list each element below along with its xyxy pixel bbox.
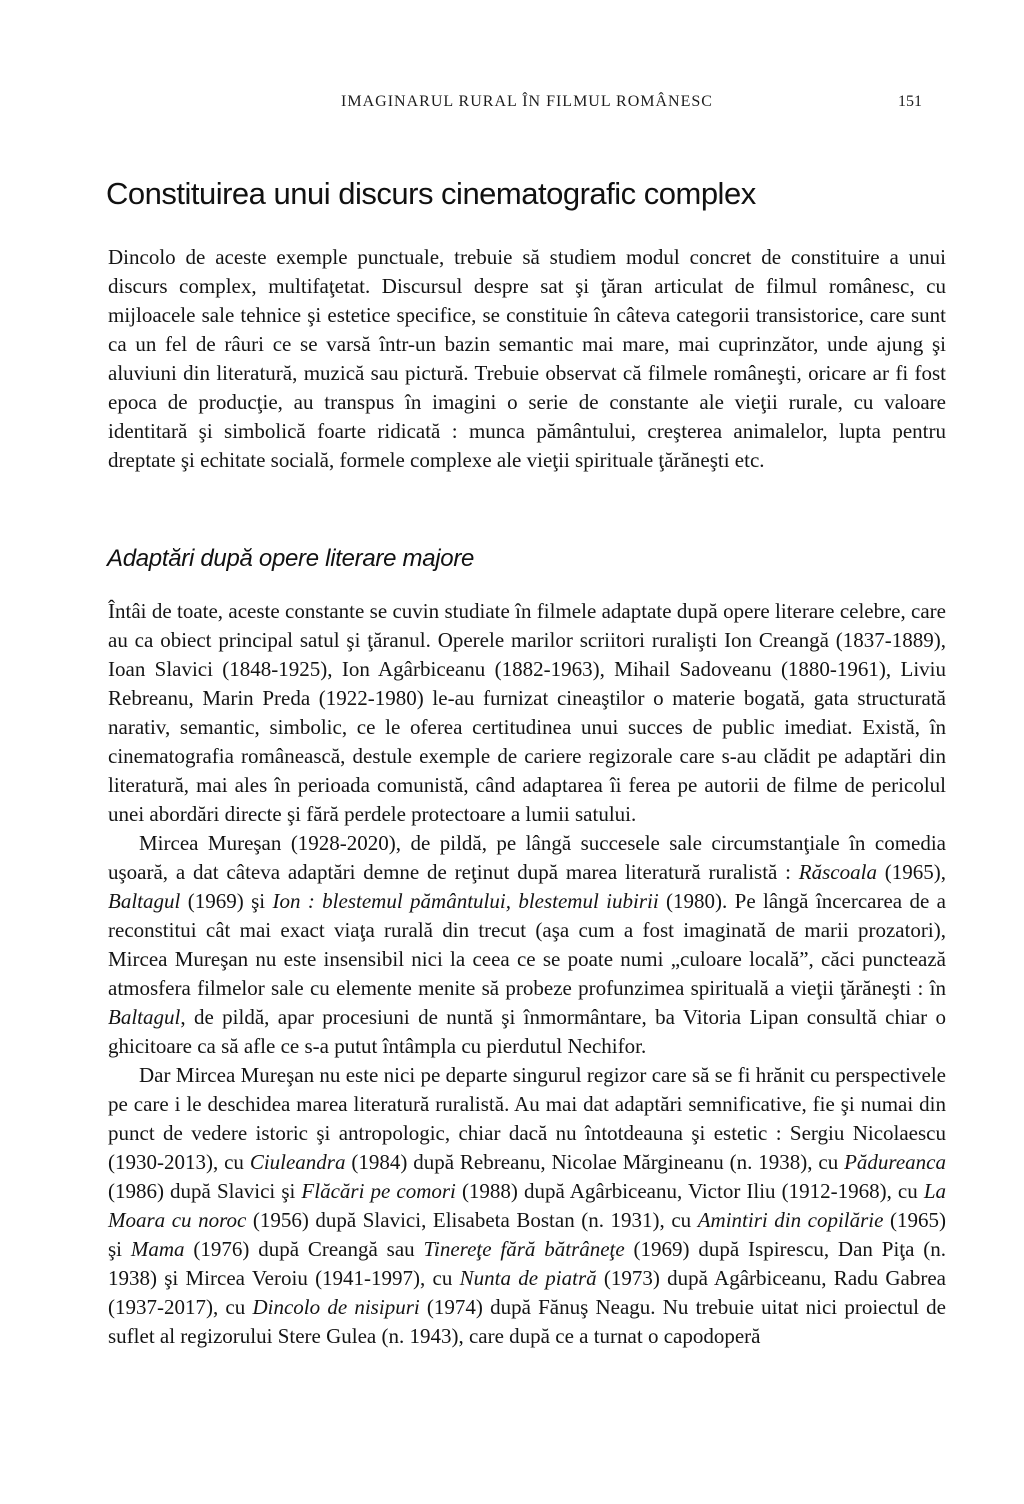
film-title-italic: Amintiri din copilărie [697, 1208, 884, 1232]
film-title-italic: La Moara cu noroc [108, 1179, 947, 1232]
body-text-block [108, 597, 946, 1351]
film-title-italic: Baltagul [108, 1005, 181, 1029]
film-title-italic: Tinereţe fără bătrâneţe [423, 1237, 625, 1261]
text-run: (1980). Pe lângă încercarea de a reconstitui cât mai exact viaţa rurală din trecut (aşa cum a fost imaginată de marii prozatori), Mircea Mureşan nu este insensibil nici la ceea ce se poate numi „culoare locală”, căci punctează atmosfera filmelor sale cu elemente menite să probeze profunzimea spirituală a vieţii ţărăneşti : în [108, 889, 946, 1000]
film-title-italic: Ciuleandra [249, 1150, 346, 1174]
text-run: (1974) după Fănuş Neagu. Nu trebuie uitat nici proiectul de suflet al regizorului Stere Gulea (n. 1943), care după ce a turnat o capodoperă [108, 1295, 947, 1348]
paragraph [108, 243, 946, 475]
film-title-italic: Răscoala [798, 860, 877, 884]
text-run: (1976) după Creangă sau [184, 1237, 424, 1261]
film-title-italic: Flăcări pe comori [301, 1179, 456, 1203]
page-number: 151 [898, 93, 922, 110]
text-run: (1969) şi [180, 889, 273, 913]
text-run: (1988) după Agârbiceanu, Victor Iliu (1912-1968), cu [455, 1179, 924, 1203]
film-title-italic: Dincolo de nisipuri [252, 1295, 420, 1319]
text-run: Întâi de toate, aceste constante se cuvin studiate în filmele adaptate după opere literare celebre, care au ca obiect principal satul şi ţăranul. Operele marilor scriitori ruralişti Ion Creangă (1837-1889), Ioan Slavici (1848-1925), Ion Agârbiceanu (1882-1963), Mihail Sadoveanu (1880-1961), Liviu Rebreanu, Marin Preda (1922-1980) le-au furnizat cineaştilor o materie bogată, gata structurată narativ, semantic, simbolic, ce le oferea certitudinea unui succes de public imediat. Există, în cinematografia românească, destule exemple de cariere regizorale care s-au clădit pe adaptări din literatură, mai ales în perioada comunistă, când adaptarea îi ferea pe autorii de filme de pericolul unei abordări directe şi fără perdele protectoare a lumii satului. [108, 599, 946, 826]
running-title: IMAGINARUL RURAL ÎN FILMUL ROMÂNESC [341, 93, 713, 110]
text-run: (1965) şi [108, 1208, 946, 1261]
subsection-title: Adaptări după opere literare majore [107, 545, 475, 572]
text-run: (1984) după Rebreanu, Nicolae Mărgineanu (n. 1938), cu [345, 1150, 845, 1174]
film-title-italic: Nunta de piatră [459, 1266, 597, 1290]
page-header [108, 94, 946, 110]
film-title-italic: Baltagul [108, 889, 181, 913]
text-run: (1973) după Agârbiceanu, Radu Gabrea (1937-2017), cu [108, 1266, 947, 1319]
text-run: (1956) după Slavici, Elisabeta Bostan (n. 1931), cu [246, 1208, 698, 1232]
film-title-italic: Pădureanca [844, 1150, 946, 1174]
text-run: Dar Mircea Mureşan nu este nici pe departe singurul regizor care să se fi hrănit cu perspectivele pe care i le deschidea marea literatură ruralistă. Au mai dat adaptări semnificative, fie şi numai din punct de vedere istoric şi antropologic, chiar dacă nu întotdeauna şi estetic : Sergiu Nicolaescu (1930-2013), cu [108, 1063, 946, 1174]
paragraph [108, 1061, 946, 1351]
paragraph [108, 829, 946, 1061]
text-run: (1965), [876, 860, 946, 884]
text-run: Mircea Mureşan (1928-2020), de pildă, pe lângă succesele sale circumstanţiale în comedia uşoară, a dat câteva adaptări demne de reţinut după marea literatură ruralistă : [108, 831, 946, 884]
text-run: , de pildă, apar procesiuni de nuntă şi înmormântare, ba Vitoria Lipan consultă chiar o ghicitoare ca să afle ce s-a putut întâmpla cu pierdutul Nechifor. [108, 1005, 946, 1058]
text-run: Dincolo de aceste exemple punctuale, trebuie să studiem modul concret de constituire a unui discurs complex, multifaţetat. Discursul despre sat şi ţăran articulat de filmul românesc, cu mijloacele sale tehnice şi estetice specifice, se constituie în câteva categorii transistorice, care sunt ca un fel de râuri ce se varsă într-un bazin semantic mai mare, mai cuprinzător, unde ajung şi aluviuni din literatură, muzică sau pictură. Trebuie observat că filmele româneşti, oricare ar fi fost epoca de producţie, au transpus în imagini o serie de constante ale vieţii rurale, cu valoare identitară şi simbolică foarte ridicată : munca pământului, creşterea animalelor, lupta pentru dreptate şi echitate socială, formele complexe ale vieţii spirituale ţărăneşti etc. [108, 245, 946, 472]
paragraph [108, 597, 946, 829]
film-title-italic: Mama [130, 1237, 185, 1261]
text-run: (1969) după Ispirescu, Dan Piţa (n. 1938) şi Mircea Veroiu (1941-1997), cu [108, 1237, 947, 1290]
film-title-italic: Ion : blestemul pământului, blestemul iubirii [272, 889, 659, 913]
section-title: Constituirea unui discurs cinematografic complex [106, 176, 756, 211]
text-run: (1986) după Slavici şi [108, 1179, 302, 1203]
